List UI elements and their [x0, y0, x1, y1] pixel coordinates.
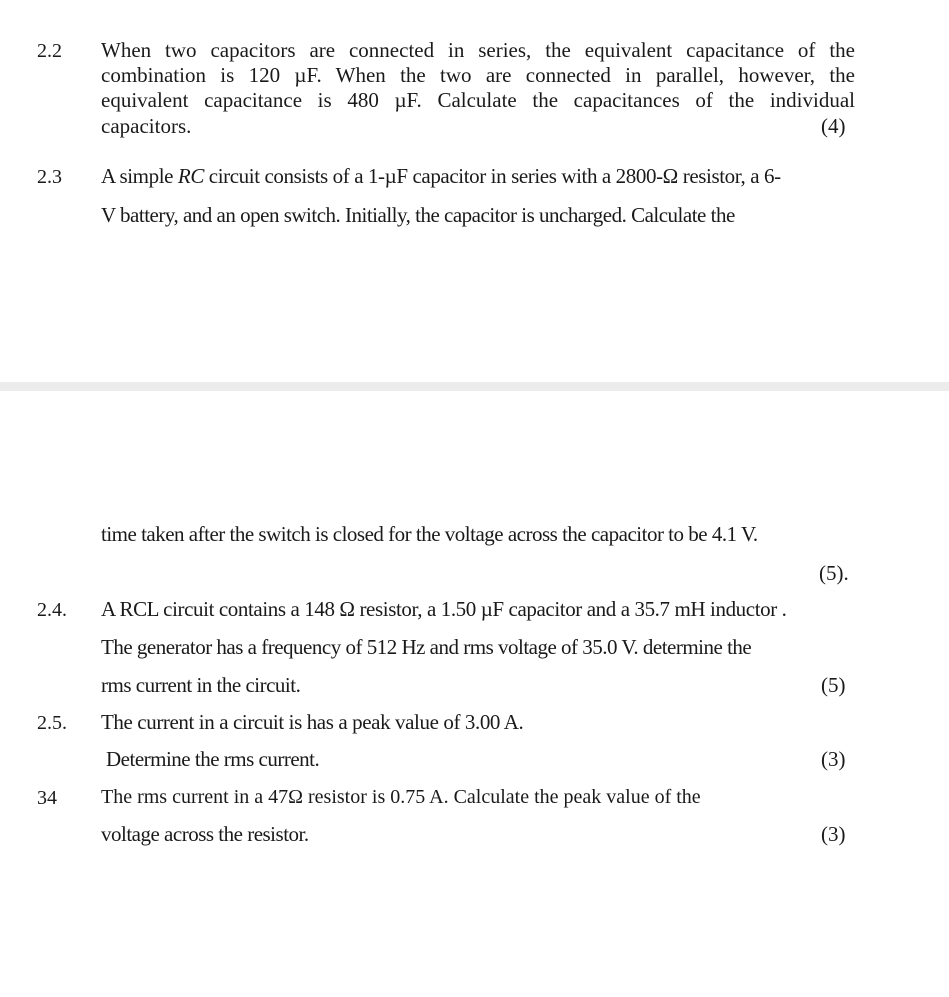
question-text-line: voltage across the resistor. [101, 822, 309, 846]
question-number: 2.3 [37, 166, 62, 188]
marks-label: (5) [821, 673, 846, 697]
question-text-line: capacitors. [101, 114, 192, 138]
question-text-line: time taken after the switch is closed for the voltage across the capacitor to be 4.1 V. [101, 522, 758, 546]
question-text-line: The current in a circuit is has a peak value of 3.00 A. [101, 710, 524, 734]
question-text-line: The generator has a frequency of 512 Hz and rms voltage of 35.0 V. determine the [101, 635, 752, 659]
rc-italic-text: RC [177, 164, 204, 188]
question-number: 2.5. [37, 712, 67, 734]
text-segment: circuit consists of a 1-µF capacitor in series with a 2800-Ω resistor, a 6- [203, 164, 781, 188]
marks-label: (3) [821, 822, 846, 846]
marks-label: (4) [821, 114, 846, 138]
question-text-line: When two capacitors are connected in series, the equivalent capacitance of the [101, 38, 855, 62]
text-segment: A simple [101, 164, 178, 188]
question-text-line: Determine the rms current. [106, 747, 320, 771]
question-text-line: A RCL circuit contains a 148 Ω resistor, a 1.50 µF capacitor and a 35.7 mH inductor . [101, 597, 787, 621]
question-text-line: equivalent capacitance is 480 µF. Calculate the capacitances of the individual [101, 88, 855, 112]
question-text-line: rms current in the circuit. [101, 673, 301, 697]
marks-label: (5). [819, 561, 849, 585]
question-number: 34 [37, 787, 57, 809]
question-text-line: combination is 120 µF. When the two are connected in parallel, however, the [101, 63, 855, 87]
page-break-divider [0, 382, 949, 391]
question-number: 2.2 [37, 40, 62, 62]
question-text-line [101, 164, 781, 189]
marks-label: (3) [821, 747, 846, 771]
question-text-line: V battery, and an open switch. Initially, the capacitor is uncharged. Calculate the [101, 203, 735, 227]
question-text-line: The rms current in a 47Ω resistor is 0.75 A. Calculate the peak value of the [101, 786, 701, 808]
question-number: 2.4. [37, 599, 67, 621]
